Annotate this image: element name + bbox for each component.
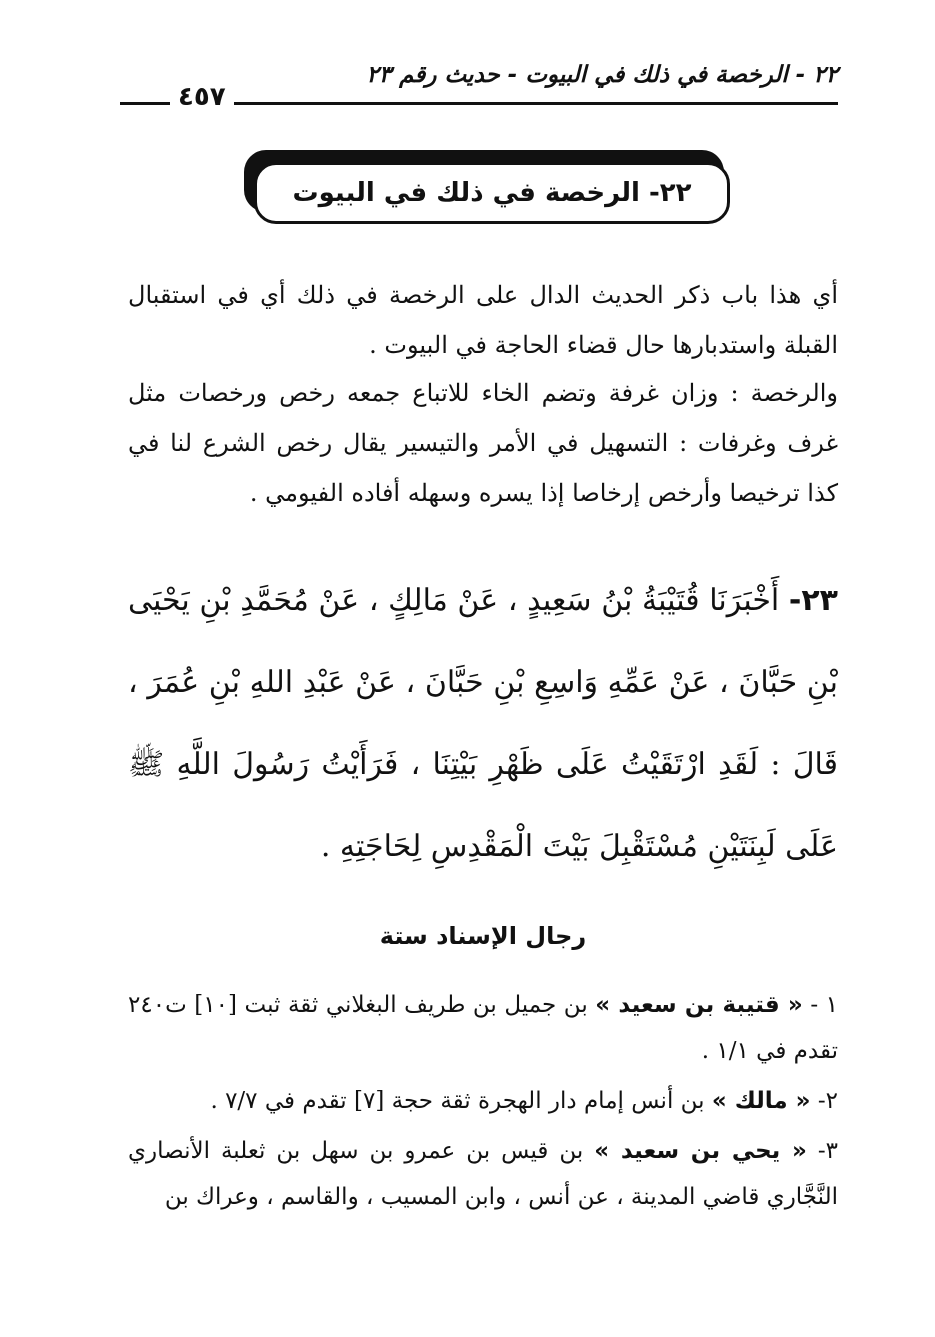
running-header-hadith-ref: حديث رقم ٢٣ — [366, 62, 500, 88]
running-header — [120, 62, 838, 112]
running-header-chapter: ٢٢ - الرخصة في ذلك في البيوت — [525, 62, 838, 88]
running-header-separator: - — [499, 62, 526, 88]
narrator-name: « يحي بن سعيد » — [594, 1138, 807, 1164]
narrator-description: بن قيس بن عمرو بن سهل بن ثعلبة الأنصاري النَّجَّاري قاضي المدينة ، عن أنس ، وابن المسيب ، والقاسم ، وعراك بن — [128, 1138, 838, 1210]
chapter-title: ٢٢- الرخصة في ذلك في البيوت — [292, 178, 692, 208]
narrator-description: بن أنس إمام دار الهجرة ثقة حجة [٧] تقدم في ٧/٧ . — [210, 1088, 705, 1114]
intro-paragraph-2: والرخصة : وزان غرفة وتضم الخاء للاتباع جمعه رخص ورخصات مثل غرف وغرفات : التسهيل في الأمر والتيسير يقال رخص الشرع لنا في كذا ترخيصا وأرخص إرخاصا إذا يسره وسهله أفاده الفيومي . — [128, 379, 838, 507]
hadith-number: ٢٣- — [788, 583, 838, 618]
narrator-list — [128, 982, 838, 1224]
narrator-entry-1 — [128, 982, 838, 1074]
page-number: ٤٥٧ — [170, 82, 234, 112]
intro-paragraph-1: أي هذا باب ذكر الحديث الدال على الرخصة في ذلك أي في استقبال القبلة واستدبارها حال قضاء الحاجة في البيوت . — [128, 281, 838, 359]
narrator-name: « مالك » — [711, 1088, 811, 1114]
narrator-entry-2 — [128, 1078, 838, 1124]
narrator-description: بن جميل بن طريف البغلاني ثقة ثبت [١٠] ت٢٤٠ تقدم في ١/١ . — [128, 992, 838, 1064]
chapter-title-box — [254, 162, 730, 224]
hadith-text-block — [128, 560, 838, 888]
narrator-index: ٣- — [817, 1138, 838, 1164]
narrator-name: « قتيبة بن سعيد » — [595, 992, 803, 1018]
running-header-title — [366, 62, 838, 88]
narrator-entry-3 — [128, 1128, 838, 1220]
narrator-index: ١ - — [810, 992, 839, 1018]
section-heading: رجال الإسناد ستة — [379, 922, 587, 950]
narrator-index: ٢- — [817, 1088, 838, 1114]
hadith-text: أَخْبَرَنَا قُتَيْبَةُ بْنُ سَعِيدٍ ، عَنْ مَالِكٍ ، عَنْ مُحَمَّدِ بْنِ يَحْيَى بْنِ حَبَّانَ ، عَنْ عَمِّهِ وَاسِعِ بْنِ حَبَّانَ ، عَنْ عَبْدِ اللهِ بْنِ عُمَرَ ، قَالَ : لَقَدِ ارْتَقَيْتُ عَلَى ظَهْرِ بَيْتِنَا ، فَرَأَيْتُ رَسُولَ اللَّهِ ﷺ عَلَى لَبِنَتَيْنِ مُسْتَقْبِلَ بَيْتَ الْمَقْدِسِ لِحَاجَتِهِ . — [128, 583, 838, 864]
